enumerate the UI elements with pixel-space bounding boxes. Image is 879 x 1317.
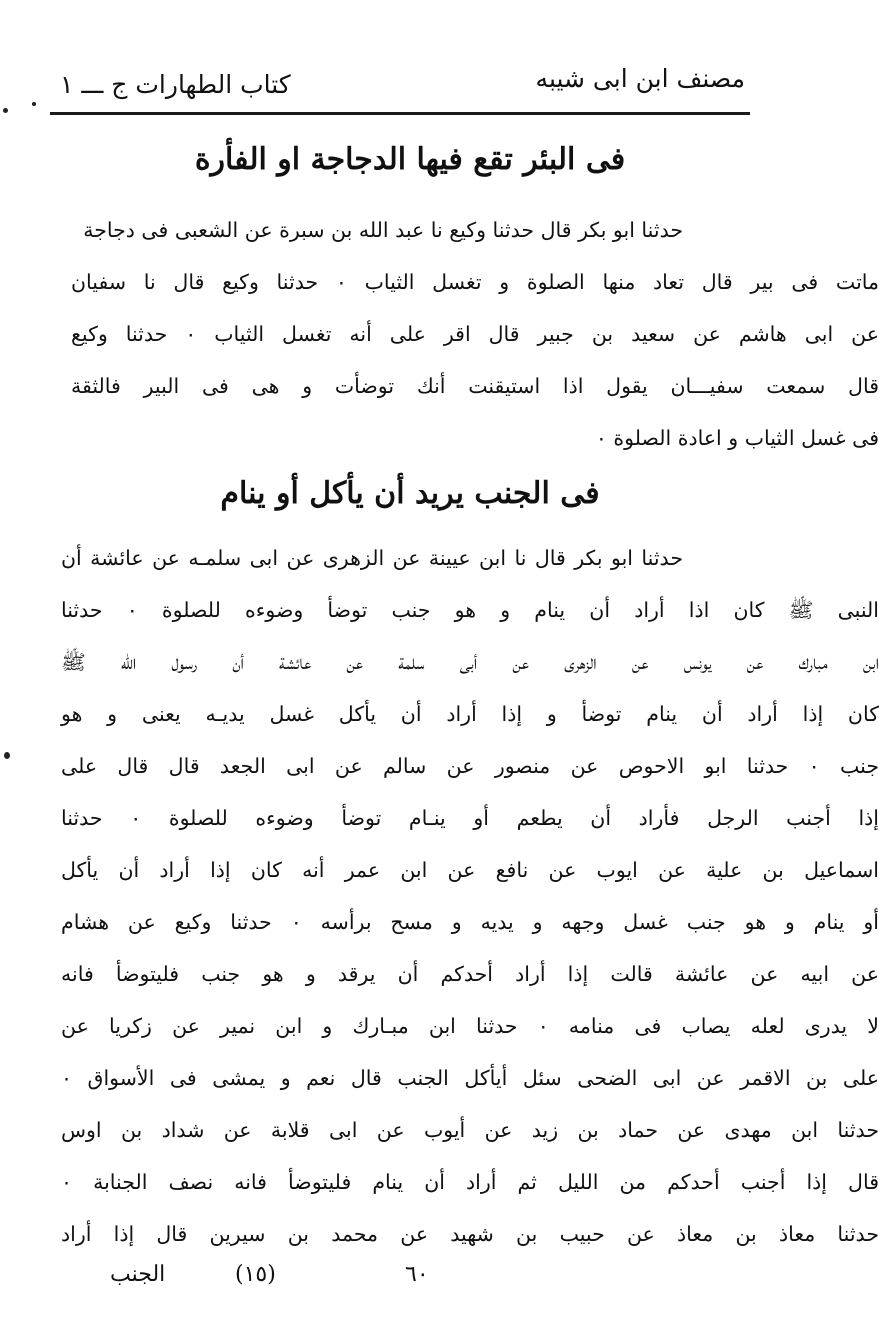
catchword: الجنب: [110, 1262, 166, 1287]
section-body: [71, 204, 879, 464]
text-line: کان إذا أراد أن ینام توضأ و إذا أراد أن یأکل غسل یدیـه یعنی و هو: [61, 702, 879, 726]
book-title: مصنف ابن ابی شیبه: [535, 64, 745, 93]
text-line: لا یدری لعله یصاب فی منامه ۰ حدثنا ابن مبـارك و ابن نمیر عن زکریا عن: [61, 1014, 879, 1038]
text-line: اسماعیل بن علیة عن ایوب عن نافع عن ابن عمر أنه کان إذا أراد أن یأکل: [61, 858, 879, 882]
text-line: النبی ﷺ کان اذا أراد أن ینام و هو جنب توضأ وضوءه للصلوة ۰ حدثنا: [61, 598, 879, 622]
text-line: قال سمعت سفیـــان یقول اذا استیقنت أنك توضأت و هی فی البیر فالثقة: [71, 374, 879, 398]
text-line: أو ینام و هو جنب غسل وجهه و یدیه و مسح برأسه ۰ حدثنا وکیع عن هشام: [61, 910, 879, 934]
section-heading: فی البئر تقع فیها الدجاجة او الفأرة: [194, 142, 626, 177]
chapter-title: کتاب الطهارات ج ـــ ۱: [60, 70, 291, 99]
text-line: فی غسل الثیاب و اعادة الصلوة ۰: [595, 426, 879, 450]
section-body: [61, 532, 879, 1262]
text-line: علی بن الاقمر عن ابی الضحی سئل أیأکل الجنب قال نعم و یمشی فی الأسواق ۰: [61, 1066, 879, 1090]
section-heading: فی الجنب یرید أن یأکل أو ینام: [220, 476, 600, 511]
page-footer: [100, 1262, 740, 1302]
text-line: جنب ۰ حدثنا ابو الاحوص عن منصور عن سالم عن ابی الجعد قال قال علی: [61, 754, 879, 778]
text-line: حدثنا ابو بکر قال نا ابن عیینة عن الزهری عن ابی سلمـه عن عائشة أن: [61, 546, 683, 570]
text-line: حدثنا ابو بکر قال حدثنا وکیع نا عبد الله بن سبرة عن الشعبی فی دجاجة: [83, 218, 683, 242]
margin-mark: [32, 102, 36, 106]
signature-mark: (١٥): [235, 1262, 276, 1287]
page-number: ٦٠: [405, 1262, 429, 1287]
text-line: عن ابیه عن عائشة قالت إذا أراد أحدکم أن یرقد و هو جنب فلیتوضأ فانه: [61, 962, 879, 986]
text-line: قال إذا أجنب أحدکم من اللیل ثم أراد أن ینام فلیتوضأ فانه نصف الجنابة ۰: [61, 1170, 879, 1194]
text-line: حدثنا معاذ بن معاذ عن حبیب بن شهید عن محمد بن سیرین قال إذا أراد: [61, 1222, 879, 1246]
text-line: إذا أجنب الرجل فأراد أن یطعم أو ینـام توضأ وضوءه للصلوة ۰ حدثنا: [61, 806, 879, 830]
text-line: عن ابی هاشم عن سعید بن جبیر قال اقر علی أنه تغسل الثیاب ۰ حدثنا وکیع: [71, 322, 879, 346]
text-line: ابن مبارك عن یونس عن الزهری عن أبی سلمة عن عائشة أن رسول الله ﷺ: [61, 650, 879, 674]
margin-mark: [3, 108, 8, 113]
text-line: ماتت فی بیر قال تعاد منها الصلوة و تغسل الثیاب ۰ حدثنا وکیع قال نا سفیان: [71, 270, 879, 294]
text-line: حدثنا ابن مهدی عن حماد بن زید عن أیوب عن ابی قلابة عن شداد بن اوس: [61, 1118, 879, 1142]
running-header: [60, 64, 745, 108]
margin-mark: [4, 752, 10, 759]
header-rule: [50, 112, 750, 115]
